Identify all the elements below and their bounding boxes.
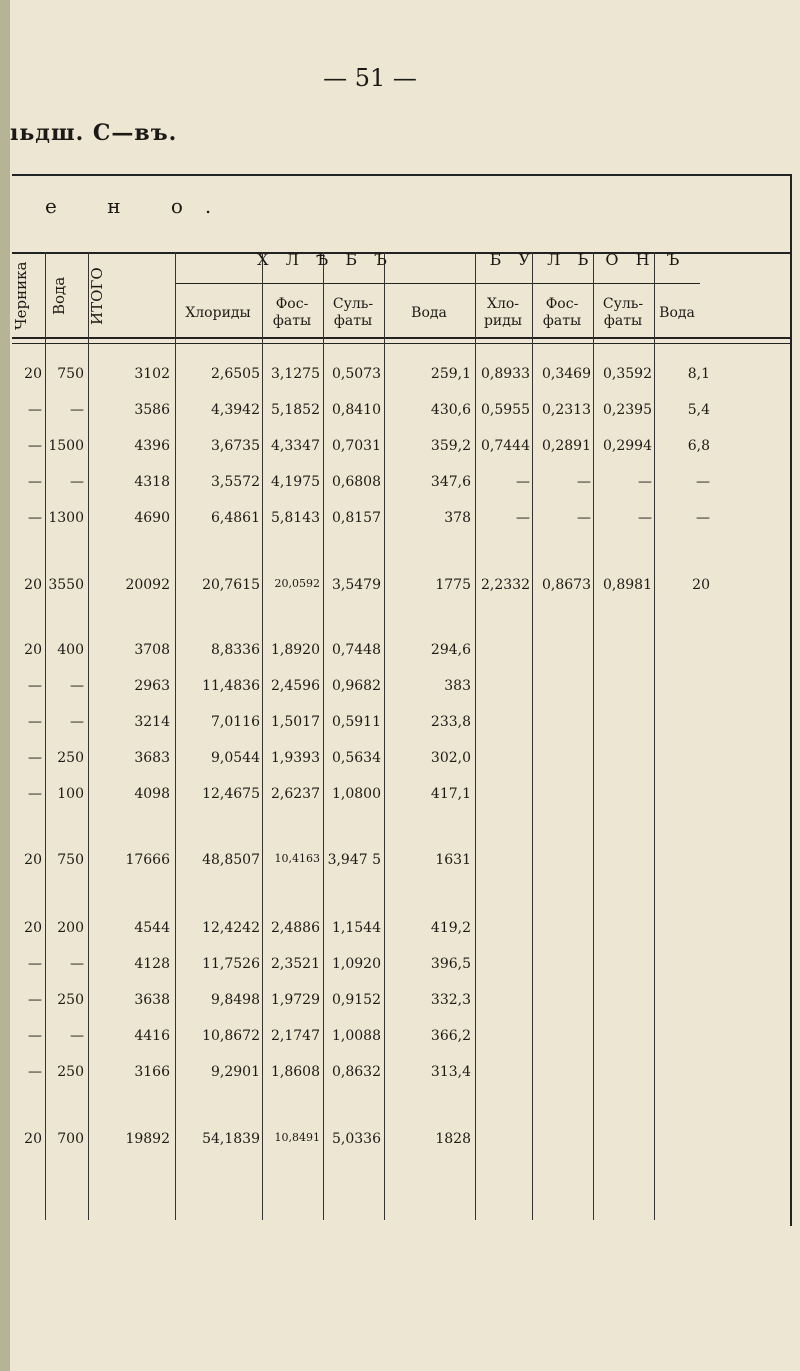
cell-bread-water: 1828 — [435, 1131, 471, 1147]
cell-broth-sulfates: 0,8981 — [603, 577, 652, 593]
header-bottom-rule — [12, 337, 792, 339]
cell-bread-chlorides: 54,1839 — [202, 1131, 260, 1147]
cell-broth-sulfates: — — [638, 474, 652, 490]
cell-voda: 750 — [57, 852, 84, 868]
cell-broth-chlorides: 0,5955 — [481, 402, 530, 418]
cell-voda: 250 — [57, 1064, 84, 1080]
cell-broth-water: 20 — [692, 577, 710, 593]
cell-bread-water: 396,5 — [430, 956, 471, 972]
cell-itogo: 4098 — [134, 786, 170, 802]
cell-itogo: 4396 — [134, 438, 170, 454]
cell-bread-chlorides: 20,7615 — [202, 577, 260, 593]
cell-bread-sulfates: 3,5479 — [332, 577, 381, 593]
cell-bread-phosphates: 2,3521 — [271, 956, 320, 972]
cell-broth-water: — — [696, 510, 710, 526]
bread-chlorides-header: Хлориды — [185, 304, 251, 321]
cell-chernika: 20 — [24, 852, 42, 868]
column-rule — [532, 252, 533, 1220]
cell-bread-water: 419,2 — [430, 920, 471, 936]
broth-water-header: Вода — [659, 304, 695, 321]
cell-bread-sulfates: 0,7031 — [332, 438, 381, 454]
cell-bread-water: 366,2 — [430, 1028, 471, 1044]
cell-bread-phosphates: 5,1852 — [271, 402, 320, 418]
cell-bread-phosphates: 5,8143 — [271, 510, 320, 526]
cell-broth-sulfates: 0,2395 — [603, 402, 652, 418]
cell-bread-water: 1775 — [435, 577, 471, 593]
cell-bread-sulfates: 0,8157 — [332, 510, 381, 526]
cell-itogo: 4690 — [134, 510, 170, 526]
cell-bread-sulfates: 0,5073 — [332, 366, 381, 382]
cell-bread-water: 417,1 — [430, 786, 471, 802]
cell-bread-water: 378 — [444, 510, 471, 526]
cell-broth-sulfates: 0,2994 — [603, 438, 652, 454]
group-bread-header: Х Л Ѣ Б Ъ — [257, 250, 393, 269]
cell-bread-sulfates: 0,6808 — [332, 474, 381, 490]
cell-itogo: 4544 — [134, 920, 170, 936]
broth-chlorides-header: Хло- риды — [483, 296, 523, 329]
cell-chernika: 20 — [24, 577, 42, 593]
cell-bread-phosphates: 1,8920 — [271, 642, 320, 658]
cell-chernika: — — [28, 786, 42, 802]
cell-bread-phosphates: 3,1275 — [271, 366, 320, 382]
cell-bread-phosphates: 4,1975 — [271, 474, 320, 490]
cell-bread-phosphates: 1,9729 — [271, 992, 320, 1008]
cell-bread-sulfates: 1,0800 — [332, 786, 381, 802]
cell-bread-sulfates: 0,5634 — [332, 750, 381, 766]
cell-bread-phosphates: 1,8608 — [271, 1064, 320, 1080]
cell-voda: 700 — [57, 1131, 84, 1147]
cell-chernika: — — [28, 474, 42, 490]
cell-bread-water: 1631 — [435, 852, 471, 868]
cell-bread-sulfates: 0,5911 — [332, 714, 381, 730]
group-broth-header: Б У Л Ь О Н Ъ — [489, 250, 686, 269]
cell-voda: 100 — [57, 786, 84, 802]
bread-sulfates-header: Суль- фаты — [332, 296, 374, 329]
cell-broth-chlorides: 0,8933 — [481, 366, 530, 382]
cell-itogo: 3214 — [134, 714, 170, 730]
cell-chernika: 20 — [24, 1131, 42, 1147]
cell-bread-sulfates: 1,1544 — [332, 920, 381, 936]
cell-bread-water: 332,3 — [430, 992, 471, 1008]
cell-voda: — — [70, 474, 84, 490]
header-itogo: ИТОГО — [88, 267, 106, 325]
bread-phosphates-header: Фос- фаты — [272, 296, 312, 329]
cell-itogo: 3708 — [134, 642, 170, 658]
column-rule — [654, 252, 655, 1220]
cell-bread-chlorides: 6,4861 — [211, 510, 260, 526]
cell-broth-sulfates: — — [638, 510, 652, 526]
cell-bread-chlorides: 48,8507 — [202, 852, 260, 868]
cell-chernika: 20 — [24, 642, 42, 658]
cell-bread-chlorides: 9,2901 — [211, 1064, 260, 1080]
column-rule — [475, 252, 476, 1220]
cell-voda: 250 — [57, 750, 84, 766]
cell-bread-chlorides: 9,0544 — [211, 750, 260, 766]
cell-chernika: — — [28, 1064, 42, 1080]
cell-broth-water: 5,4 — [687, 402, 710, 418]
cell-broth-sulfates: 0,3592 — [603, 366, 652, 382]
cell-bread-phosphates: 2,4886 — [271, 920, 320, 936]
cell-bread-sulfates: 1,0088 — [332, 1028, 381, 1044]
page-heading: ıьдш. С—въ. — [10, 120, 178, 146]
cell-bread-chlorides: 8,8336 — [211, 642, 260, 658]
cell-bread-phosphates: 2,1747 — [271, 1028, 320, 1044]
cell-chernika: — — [28, 714, 42, 730]
cell-bread-water: 430,6 — [430, 402, 471, 418]
cell-voda: 750 — [57, 366, 84, 382]
cell-itogo: 3638 — [134, 992, 170, 1008]
cell-itogo: 3586 — [134, 402, 170, 418]
cell-broth-water: 8,1 — [687, 366, 710, 382]
cell-bread-sulfates: 1,0920 — [332, 956, 381, 972]
cell-broth-phosphates: — — [577, 474, 591, 490]
cell-chernika: — — [28, 510, 42, 526]
cell-voda: 250 — [57, 992, 84, 1008]
broth-sulfates-header: Суль- фаты — [602, 296, 644, 329]
cell-bread-phosphates: 2,4596 — [271, 678, 320, 694]
cell-broth-water: 6,8 — [687, 438, 710, 454]
cell-voda: 1300 — [48, 510, 84, 526]
cell-bread-chlorides: 10,8672 — [202, 1028, 260, 1044]
cell-bread-water: 313,4 — [430, 1064, 471, 1080]
cell-broth-phosphates: 0,2313 — [542, 402, 591, 418]
cell-bread-chlorides: 11,7526 — [202, 956, 260, 972]
cell-bread-chlorides: 9,8498 — [211, 992, 260, 1008]
cell-broth-chlorides: — — [516, 510, 530, 526]
cell-itogo: 19892 — [125, 1131, 170, 1147]
cell-broth-chlorides: 0,7444 — [481, 438, 530, 454]
cell-bread-chlorides: 4,3942 — [211, 402, 260, 418]
cell-itogo: 4128 — [134, 956, 170, 972]
cell-bread-phosphates: 10,4163 — [274, 852, 320, 865]
cell-itogo: 20092 — [125, 577, 170, 593]
cell-broth-phosphates: 0,8673 — [542, 577, 591, 593]
cell-bread-phosphates: 1,5017 — [271, 714, 320, 730]
cell-chernika: — — [28, 438, 42, 454]
cell-bread-water: 347,6 — [430, 474, 471, 490]
cell-bread-water: 383 — [444, 678, 471, 694]
cell-chernika: — — [28, 992, 42, 1008]
cell-bread-sulfates: 0,9682 — [332, 678, 381, 694]
cell-bread-chlorides: 7,0116 — [211, 714, 260, 730]
cell-chernika: — — [28, 750, 42, 766]
cell-bread-sulfates: 0,8410 — [332, 402, 381, 418]
cell-itogo: 2963 — [134, 678, 170, 694]
cell-voda: — — [70, 1028, 84, 1044]
group-divider-rule — [175, 283, 700, 284]
cell-bread-sulfates: 5,0336 — [332, 1131, 381, 1147]
cell-voda: 200 — [57, 920, 84, 936]
cell-bread-chlorides: 3,6735 — [211, 438, 260, 454]
cell-bread-water: 259,1 — [430, 366, 471, 382]
header-double-rule — [12, 343, 792, 344]
table-subheading: е н о. — [45, 194, 234, 218]
page-number: — 51 — — [323, 64, 417, 92]
cell-chernika: — — [28, 402, 42, 418]
bread-water-header: Вода — [411, 304, 447, 321]
header-voda: Вода — [50, 276, 68, 316]
cell-itogo: 3102 — [134, 366, 170, 382]
cell-bread-phosphates: 10,8491 — [274, 1131, 320, 1144]
cell-bread-water: 233,8 — [430, 714, 471, 730]
cell-chernika: — — [28, 1028, 42, 1044]
cell-bread-chlorides: 11,4836 — [202, 678, 260, 694]
cell-bread-phosphates: 20,0592 — [274, 577, 320, 590]
cell-bread-sulfates: 0,7448 — [332, 642, 381, 658]
cell-bread-sulfates: 0,8632 — [332, 1064, 381, 1080]
cell-chernika: — — [28, 678, 42, 694]
cell-bread-chlorides: 3,5572 — [211, 474, 260, 490]
cell-bread-sulfates: 3,947 5 — [327, 852, 381, 868]
cell-bread-water: 359,2 — [430, 438, 471, 454]
cell-bread-water: 294,6 — [430, 642, 471, 658]
cell-broth-chlorides: — — [516, 474, 530, 490]
broth-phosphates-header: Фос- фаты — [542, 296, 582, 329]
cell-bread-phosphates: 2,6237 — [271, 786, 320, 802]
cell-bread-water: 302,0 — [430, 750, 471, 766]
cell-itogo: 17666 — [125, 852, 170, 868]
cell-bread-phosphates: 1,9393 — [271, 750, 320, 766]
cell-itogo: 4318 — [134, 474, 170, 490]
cell-broth-phosphates: 0,2891 — [542, 438, 591, 454]
cell-broth-water: — — [696, 474, 710, 490]
cell-voda: 400 — [57, 642, 84, 658]
cell-voda: 3550 — [48, 577, 84, 593]
cell-itogo: 3166 — [134, 1064, 170, 1080]
cell-broth-chlorides: 2,2332 — [481, 577, 530, 593]
cell-itogo: 4416 — [134, 1028, 170, 1044]
cell-bread-phosphates: 4,3347 — [271, 438, 320, 454]
cell-voda: — — [70, 402, 84, 418]
cell-bread-chlorides: 12,4242 — [202, 920, 260, 936]
cell-broth-phosphates: — — [577, 510, 591, 526]
cell-chernika: 20 — [24, 366, 42, 382]
column-rule — [593, 252, 594, 1220]
cell-bread-chlorides: 12,4675 — [202, 786, 260, 802]
cell-voda: — — [70, 678, 84, 694]
cell-broth-phosphates: 0,3469 — [542, 366, 591, 382]
header-chernika: Черника — [12, 261, 30, 331]
cell-voda: 1500 — [48, 438, 84, 454]
cell-voda: — — [70, 956, 84, 972]
cell-bread-sulfates: 0,9152 — [332, 992, 381, 1008]
cell-bread-chlorides: 2,6505 — [211, 366, 260, 382]
cell-chernika: — — [28, 956, 42, 972]
cell-chernika: 20 — [24, 920, 42, 936]
cell-voda: — — [70, 714, 84, 730]
cell-itogo: 3683 — [134, 750, 170, 766]
